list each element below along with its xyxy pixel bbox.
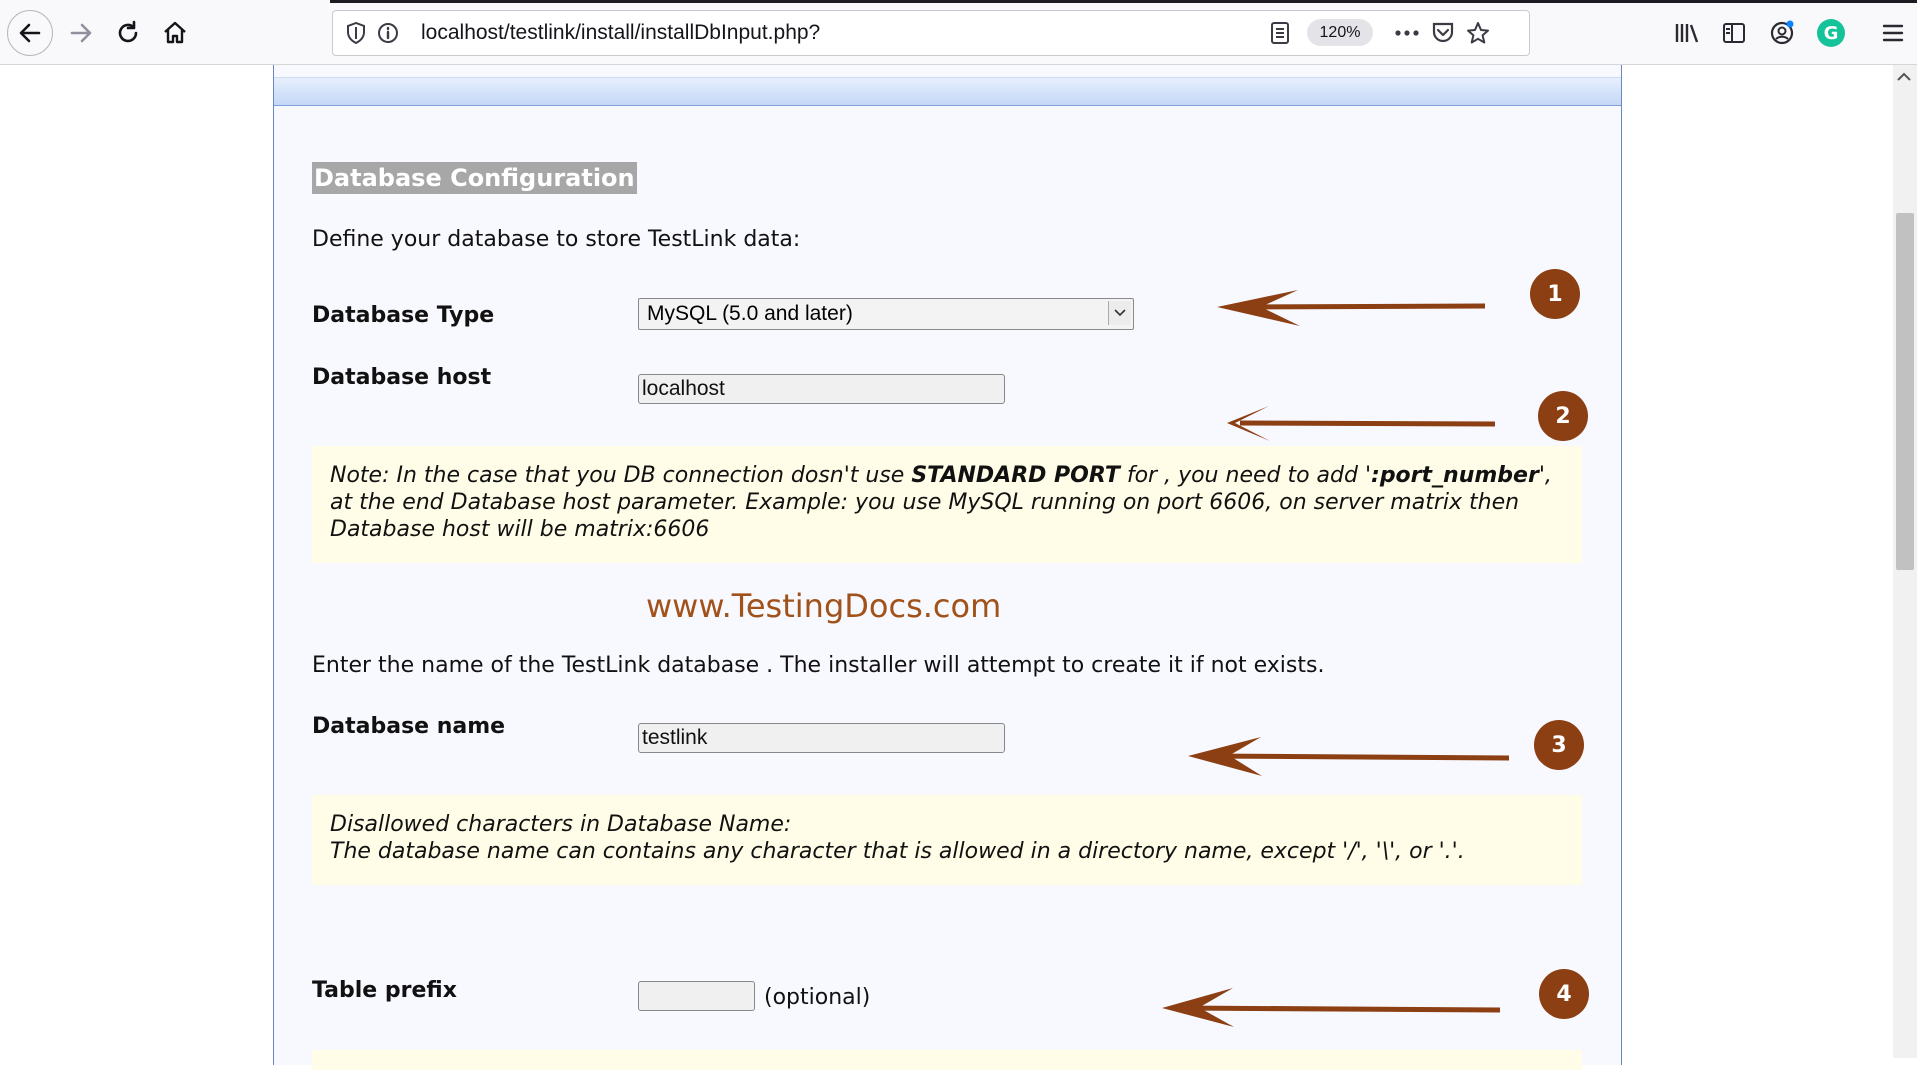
db-name-note-line-1: Disallowed characters in Database Name: (330, 812, 792, 837)
annotation-badge-4: 4 (1539, 969, 1589, 1019)
page-title: Database Configuration (314, 164, 635, 192)
db-type-label: Database Type (312, 303, 495, 328)
db-name-input[interactable]: testlink (638, 723, 1005, 753)
db-name-note-line-2: The database name can contains any character that is allowed in a directory name, except '/', '\', or '.'. (330, 839, 1465, 864)
host-note-text-3: ', at the end Database host parameter. Example: you use MySQL running on port 6606, on server matrix then Database host will be matrix:6606 (330, 463, 1552, 542)
db-type-value: MySQL (5.0 and later) (647, 302, 853, 325)
url-text[interactable]: localhost/testlink/install/installDbInput.php? (421, 21, 821, 44)
table-prefix-label: Table prefix (312, 978, 457, 1003)
annotation-arrow-1 (1217, 290, 1485, 326)
annotation-arrow-2 (1227, 406, 1495, 441)
annotation-badge-2: 2 (1538, 391, 1588, 441)
host-note-strong-2: :port_number (1371, 463, 1539, 488)
host-note-text-2: for , you need to add ' (1119, 463, 1372, 488)
grammarly-icon[interactable]: G (1817, 19, 1845, 47)
table-prefix-hint: (optional) (764, 985, 871, 1010)
db-host-input[interactable]: localhost (638, 374, 1005, 404)
annotation-badge-3: 3 (1534, 720, 1584, 770)
db-name-intro: Enter the name of the TestLink database . The installer will attempt to create it if not exists. (312, 653, 1325, 678)
zoom-level-button[interactable]: 120% (1307, 19, 1373, 46)
host-note-strong-1: STANDARD PORT (911, 463, 1120, 488)
db-name-label: Database name (312, 714, 506, 739)
db-host-label: Database host (312, 365, 492, 390)
host-note-text-1: Note: In the case that you DB connection dosn't use (330, 463, 912, 488)
watermark-text: www.TestingDocs.com (646, 587, 1002, 625)
intro-text: Define your database to store TestLink data: (312, 227, 801, 252)
annotation-badge-1: 1 (1530, 269, 1580, 319)
annotation-arrow-3 (1188, 737, 1509, 776)
annotation-arrow-4 (1162, 988, 1500, 1027)
